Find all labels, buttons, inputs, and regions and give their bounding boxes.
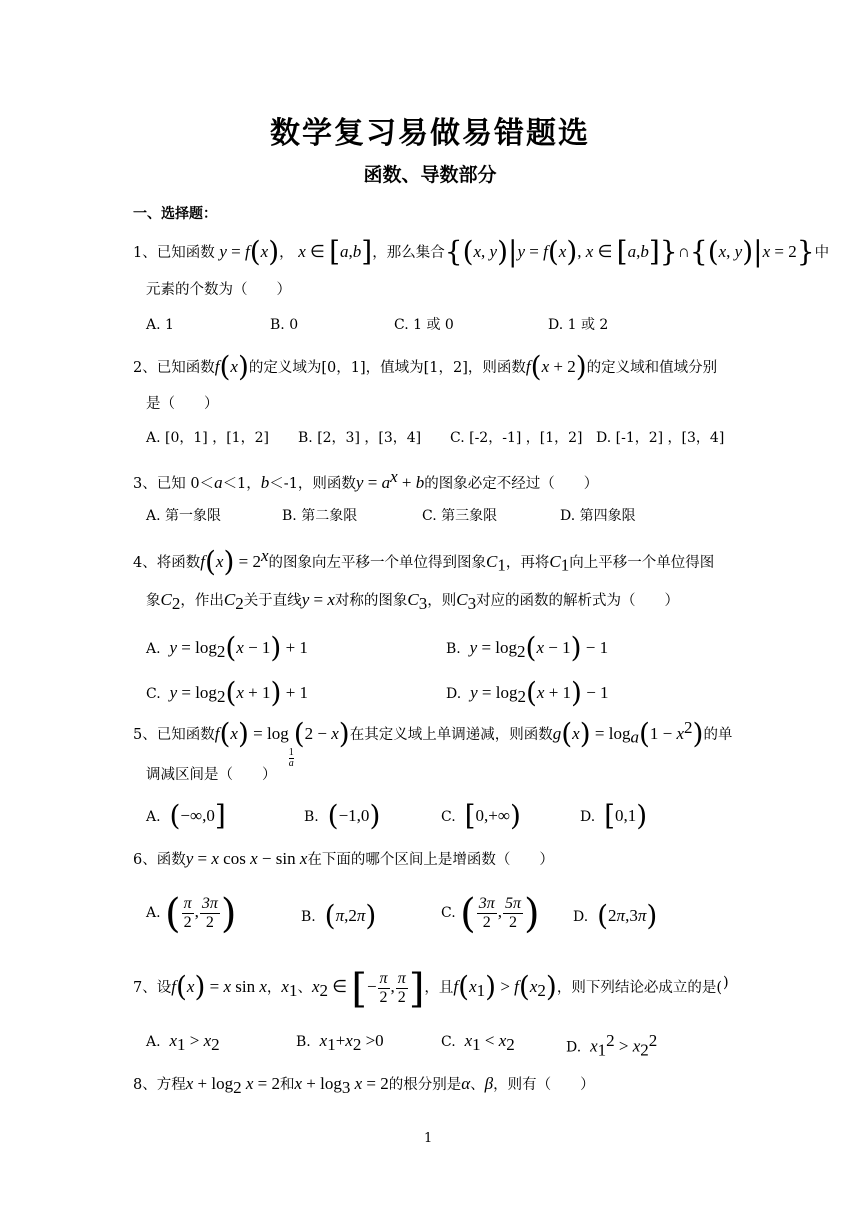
question-4-line2: 象$C_2$，作出$C_2$关于直线y = x对称的图象$C_3$，则$C_3$对应的函数的解析式为（ ） bbox=[146, 590, 680, 613]
q6-option-c[interactable]: C. ( $\frac{3\pi}{2}$ , $\frac{5\pi}{2}$ ) bbox=[441, 891, 540, 937]
question-2-line2: 是（ ） bbox=[146, 396, 219, 412]
q5-option-c[interactable]: C. [0,+∞) bbox=[441, 799, 521, 832]
q1-option-c[interactable]: C. 1 或 0 bbox=[394, 317, 454, 333]
q4-option-d[interactable]: D. $y = \log_2(x + 1) - 1$ bbox=[446, 676, 609, 709]
q2-option-b[interactable]: B. [2，3] ，[3，4] bbox=[298, 430, 422, 446]
question-4: 4、将函数$f(x) = 2^x$的图象向左平移一个单位得到图象$C_1$，再将$C_1$向上平移一个单位得图 bbox=[133, 544, 715, 578]
q1-option-a[interactable]: A. 1 bbox=[146, 317, 174, 333]
q3-option-a[interactable]: A. 第一象限 bbox=[146, 508, 222, 524]
q7-option-c[interactable]: C. $x_1 < x_2$ bbox=[441, 1031, 515, 1054]
q1-option-b[interactable]: B. 0 bbox=[270, 317, 299, 333]
question-8: 8、方程$x + \log_2 x = 2$和$x + \log_3 x = 2$的根分别是α、β，则有（ ） bbox=[133, 1074, 595, 1097]
q2-option-c[interactable]: C. [-2，-1] ，[1，2] bbox=[450, 430, 583, 446]
q4-option-c[interactable]: C. $y = \log_2(x + 1) + 1$ bbox=[146, 676, 309, 709]
question-2: 2、已知函数f(x)的定义域为[0，1]，值域为[1，2]，则函数f(x + 2)的定义域和值域分别 bbox=[133, 350, 718, 383]
page-title: 数学复习易做易错题选 bbox=[270, 116, 590, 151]
q4-option-a[interactable]: A. $y = \log_2(x - 1) + 1$ bbox=[146, 631, 308, 664]
q5-option-a[interactable]: A. (−∞,0] bbox=[146, 799, 226, 832]
q3-option-d[interactable]: D. 第四象限 bbox=[560, 508, 636, 524]
q2-option-a[interactable]: A. [0，1] ，[1，2] bbox=[146, 430, 269, 446]
question-1: 1、已知函数 y = f(x)， x ∈ [a,b]，那么集合{(x, y)|y = f(x), x ∈ [a,b]}∩{(x, y)|x = 2}中 bbox=[133, 235, 830, 268]
question-5-line2: 调减区间是（ ） bbox=[146, 767, 277, 783]
q6-option-b[interactable]: B. (π,2π) bbox=[301, 899, 377, 932]
q6-option-d[interactable]: D. (2π,3π) bbox=[573, 899, 658, 932]
question-7-close: ) bbox=[723, 975, 729, 991]
page-subtitle: 函数、导数部分 bbox=[363, 164, 497, 186]
question-5: 5、已知函数f(x) = log $\frac{1}{a}$ (2 − x)在其定义域上单调递减，则函数$g(x) = \log_a(1 - x^2)$的单 bbox=[133, 716, 733, 769]
q2-option-d[interactable]: D. [-1，2] ，[3，4] bbox=[596, 430, 725, 446]
q3-option-b[interactable]: B. 第二象限 bbox=[282, 508, 358, 524]
q7-option-d[interactable]: D. $x_1^2 > x_2^2$ bbox=[566, 1031, 658, 1060]
q5-option-d[interactable]: D. [0,1) bbox=[580, 799, 648, 832]
q1-option-d[interactable]: D. 1 或 2 bbox=[548, 317, 609, 333]
q7-option-b[interactable]: B. $x_1+x_2 >0$ bbox=[296, 1031, 384, 1054]
q4-option-b[interactable]: B. $y = \log_2(x - 1) - 1$ bbox=[446, 631, 609, 664]
page-number: 1 bbox=[424, 1131, 433, 1146]
question-1-line2: 元素的个数为（ ） bbox=[146, 282, 291, 298]
q5-option-b[interactable]: B. (−1,0) bbox=[304, 799, 381, 832]
question-3: 3、已知 0＜a＜1，b＜-1，则函数$y = a^x + b$的图象必定不经过（ ） bbox=[133, 467, 599, 492]
question-6: 6、函数y = x cos x − sin x在下面的哪个区间上是增函数（ ） bbox=[133, 849, 554, 868]
q7-option-a[interactable]: A. $x_1 > x_2$ bbox=[146, 1031, 220, 1054]
q6-option-a[interactable]: A. ( $\frac{\pi}{2}$ , $\frac{3\pi}{2}$ ) bbox=[146, 891, 237, 937]
section-heading: 一、选择题： bbox=[133, 206, 217, 222]
question-7: 7、设f(x) = x sin x，$x_1$、$x_2$ ∈ [− $\frac{\pi}{2}$ , $\frac{\pi}{2}$ ]，且$f(x_1) > f(x_2)$，则下列结论必成立的是( bbox=[133, 966, 722, 1012]
q3-option-c[interactable]: C. 第三象限 bbox=[422, 508, 498, 524]
